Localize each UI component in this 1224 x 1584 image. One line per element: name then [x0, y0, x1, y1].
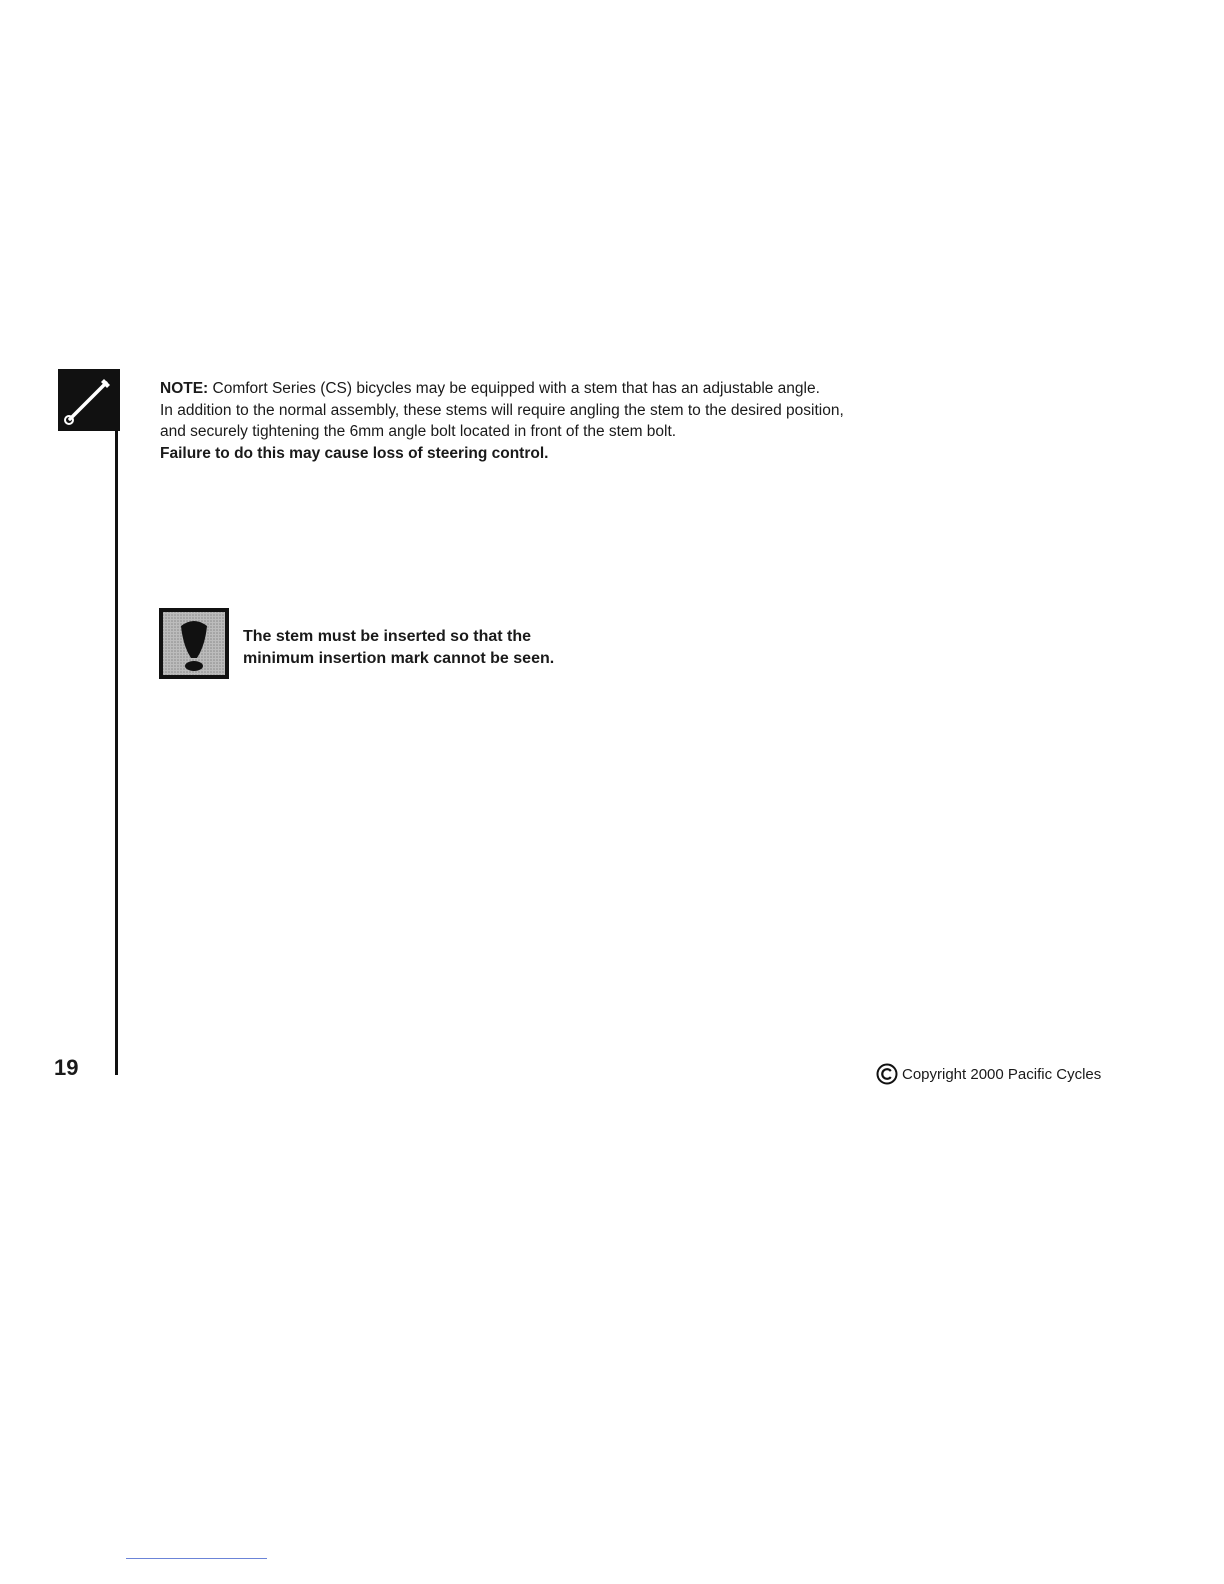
copyright-icon	[876, 1063, 898, 1085]
bottom-rule	[126, 1558, 267, 1559]
margin-rule	[115, 420, 118, 1075]
note-text-line-1: Comfort Series (CS) bicycles may be equipped with a stem that has an adjustable angle.	[208, 380, 820, 397]
copyright-notice	[876, 1063, 1101, 1085]
caution-line-1: The stem must be inserted so that the	[243, 628, 532, 645]
note-text-line-2: In addition to the normal assembly, these stems will require angling the stem to the desired position,	[160, 401, 844, 419]
page-number: 19	[54, 1055, 79, 1080]
caution-icon	[159, 608, 229, 679]
caution-text	[243, 626, 554, 670]
note-label: NOTE:	[160, 380, 209, 397]
wrench-icon	[58, 369, 120, 431]
copyright-text: Copyright 2000 Pacific Cycles	[902, 1065, 1102, 1083]
note-block	[160, 378, 960, 464]
note-text-line-3: and securely tightening the 6mm angle bolt located in front of the stem bolt.	[160, 423, 677, 440]
note-warning: Failure to do this may cause loss of steering control.	[160, 444, 549, 462]
caution-line-2: minimum insertion mark cannot be seen.	[243, 650, 555, 667]
note-first-line	[160, 378, 960, 400]
